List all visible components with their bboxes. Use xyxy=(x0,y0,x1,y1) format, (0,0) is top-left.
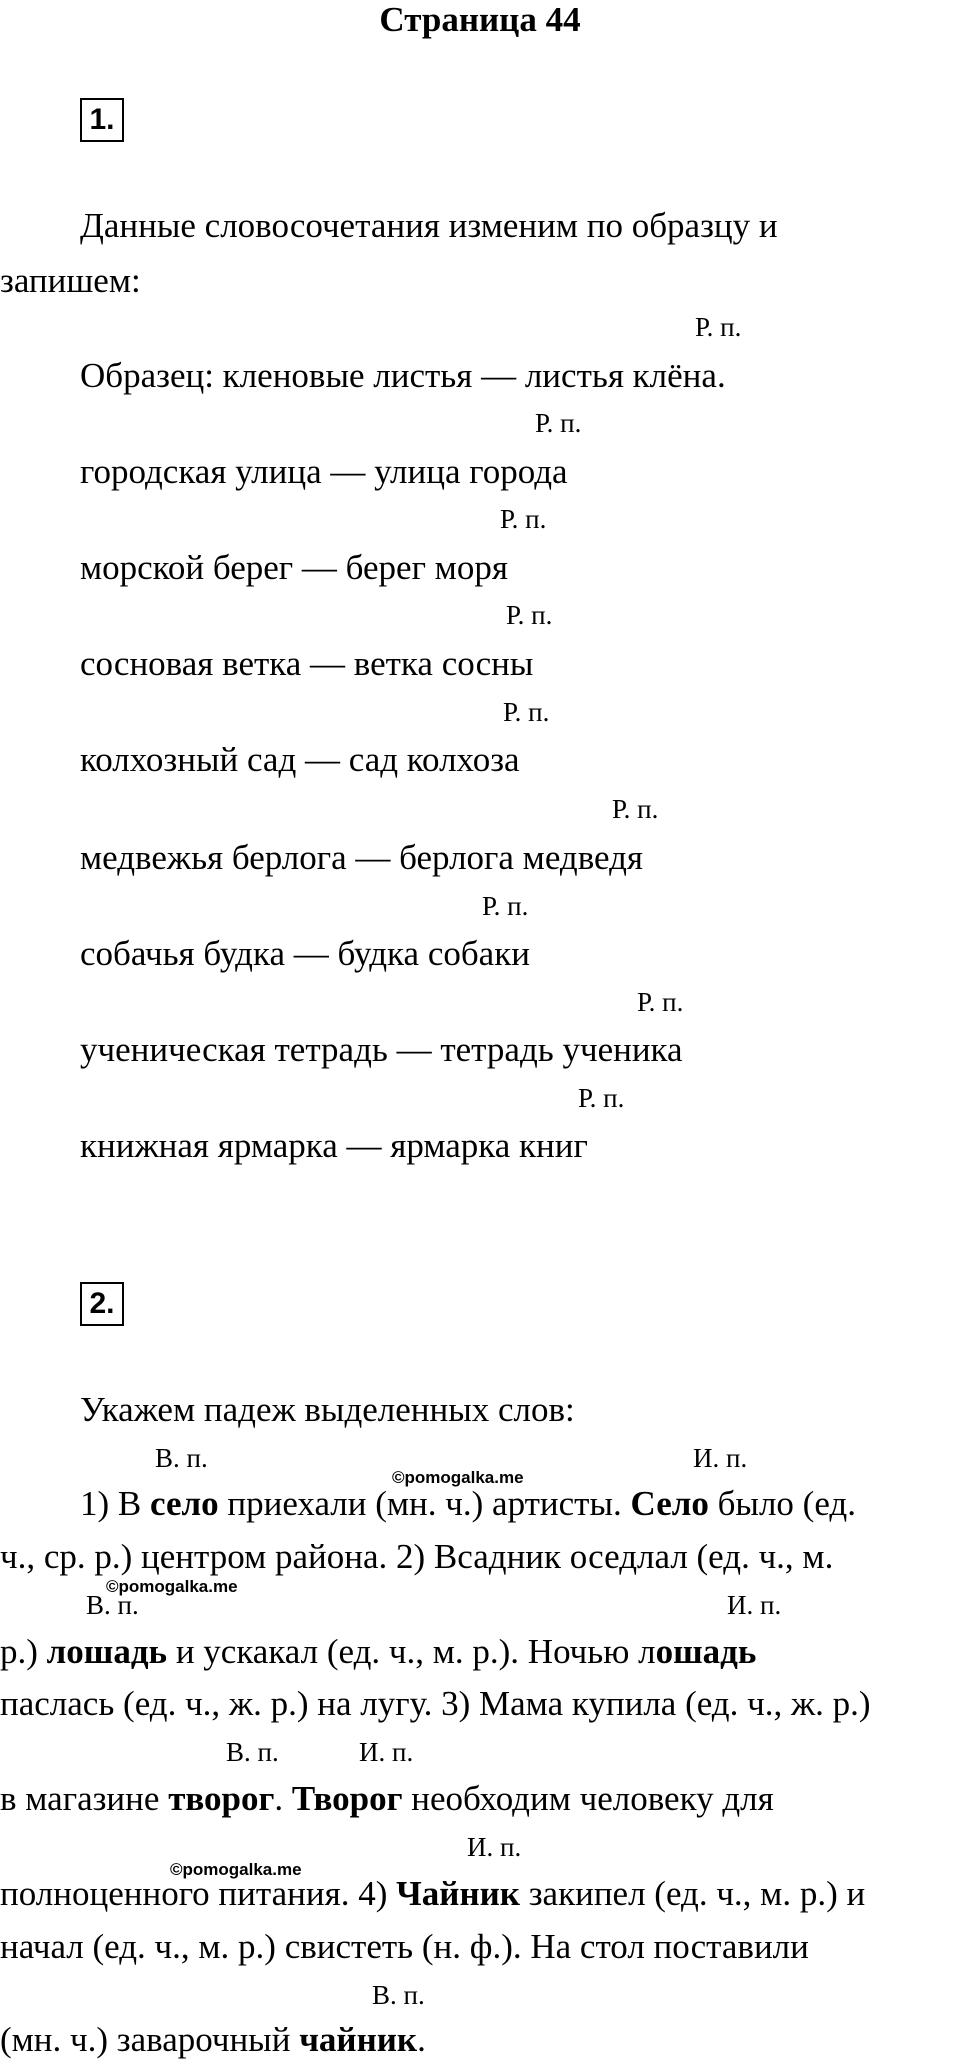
task-1-intro-line-1: Данные словосочетания изменим по образцу и xyxy=(80,206,778,245)
text-line: р.) лошадь и ускакал (ед. ч., м. р.). Ночью лошадь xyxy=(0,1632,757,1671)
case-label-nominative: И. п. xyxy=(467,1832,522,1862)
watermark: ©pomogalka.me xyxy=(392,1468,524,1487)
text-line: начал (ед. ч., м. р.) свистеть (н. ф.). На стол поставили xyxy=(0,1927,809,1966)
watermark: ©pomogalka.me xyxy=(170,1860,302,1879)
case-label-genitive: Р. п. xyxy=(578,1083,625,1113)
example-row: Образец: кленовые листья — листья клёна. xyxy=(80,356,726,395)
task-2-intro: Укажем падеж выделенных слов: xyxy=(80,1390,575,1429)
case-label-accusative: В. п. xyxy=(372,1980,425,2010)
case-label-accusative: В. п. xyxy=(155,1443,208,1473)
phrase-row: медвежья берлога — берлога медведя xyxy=(80,838,644,877)
case-label-genitive: Р. п. xyxy=(637,987,684,1017)
case-label-genitive: Р. п. xyxy=(503,697,550,727)
highlighted-word: Село xyxy=(630,1484,709,1523)
case-label-genitive: Р. п. xyxy=(482,891,529,921)
text-line: в магазине творог. Творог необходим человеку для xyxy=(0,1779,774,1818)
task-1-intro-line-2: запишем: xyxy=(0,261,141,300)
case-label-genitive: Р. п. xyxy=(695,312,742,342)
text-line: (мн. ч.) заварочный чайник. xyxy=(0,2020,426,2059)
phrase-row: сосновая ветка — ветка сосны xyxy=(80,644,534,683)
phrase-row: собачья будка — будка собаки xyxy=(80,934,530,973)
case-label-genitive: Р. п. xyxy=(500,504,547,534)
task-2-number: 2. xyxy=(80,1282,124,1326)
text-line: ч., ср. р.) центром района. 2) Всадник оседлал (ед. ч., м. xyxy=(0,1537,834,1576)
case-label-genitive: Р. п. xyxy=(506,600,553,630)
task-1-number: 1. xyxy=(80,98,124,142)
case-label-accusative: В. п. xyxy=(86,1590,139,1620)
highlighted-word: Чайник xyxy=(396,1874,520,1913)
page-title: Страница 44 xyxy=(379,0,581,39)
highlighted-word: ошадь xyxy=(655,1632,757,1671)
case-label-nominative: И. п. xyxy=(693,1443,748,1473)
phrase-row: колхозный сад — сад колхоза xyxy=(80,740,520,779)
phrase-row: ученическая тетрадь — тетрадь ученика xyxy=(80,1030,683,1069)
highlighted-word: чайник xyxy=(299,2020,418,2059)
case-label-nominative: И. п. xyxy=(727,1590,782,1620)
case-label-accusative: В. п. xyxy=(226,1737,279,1767)
text-line: 1) В село приехали (мн. ч.) артисты. Село было (ед. xyxy=(80,1484,856,1523)
watermark: ©pomogalka.me xyxy=(106,1577,238,1596)
phrase-row: морской берег — берег моря xyxy=(80,548,508,587)
phrase-row: городская улица — улица города xyxy=(80,452,568,491)
text-line: паслась (ед. ч., ж. р.) на лугу. 3) Мама купила (ед. ч., ж. р.) xyxy=(0,1684,871,1723)
phrase-row: книжная ярмарка — ярмарка книг xyxy=(80,1126,588,1165)
highlighted-word: Творог xyxy=(291,1779,403,1818)
case-label-genitive: Р. п. xyxy=(535,408,582,438)
case-label-nominative: И. п. xyxy=(359,1737,414,1767)
highlighted-word: село xyxy=(150,1484,219,1523)
highlighted-word: лошадь xyxy=(46,1632,168,1671)
text-line: полноценного питания. 4) Чайник закипел (ед. ч., м. р.) и xyxy=(0,1874,866,1913)
highlighted-word: творог xyxy=(168,1779,275,1818)
case-label-genitive: Р. п. xyxy=(612,794,659,824)
